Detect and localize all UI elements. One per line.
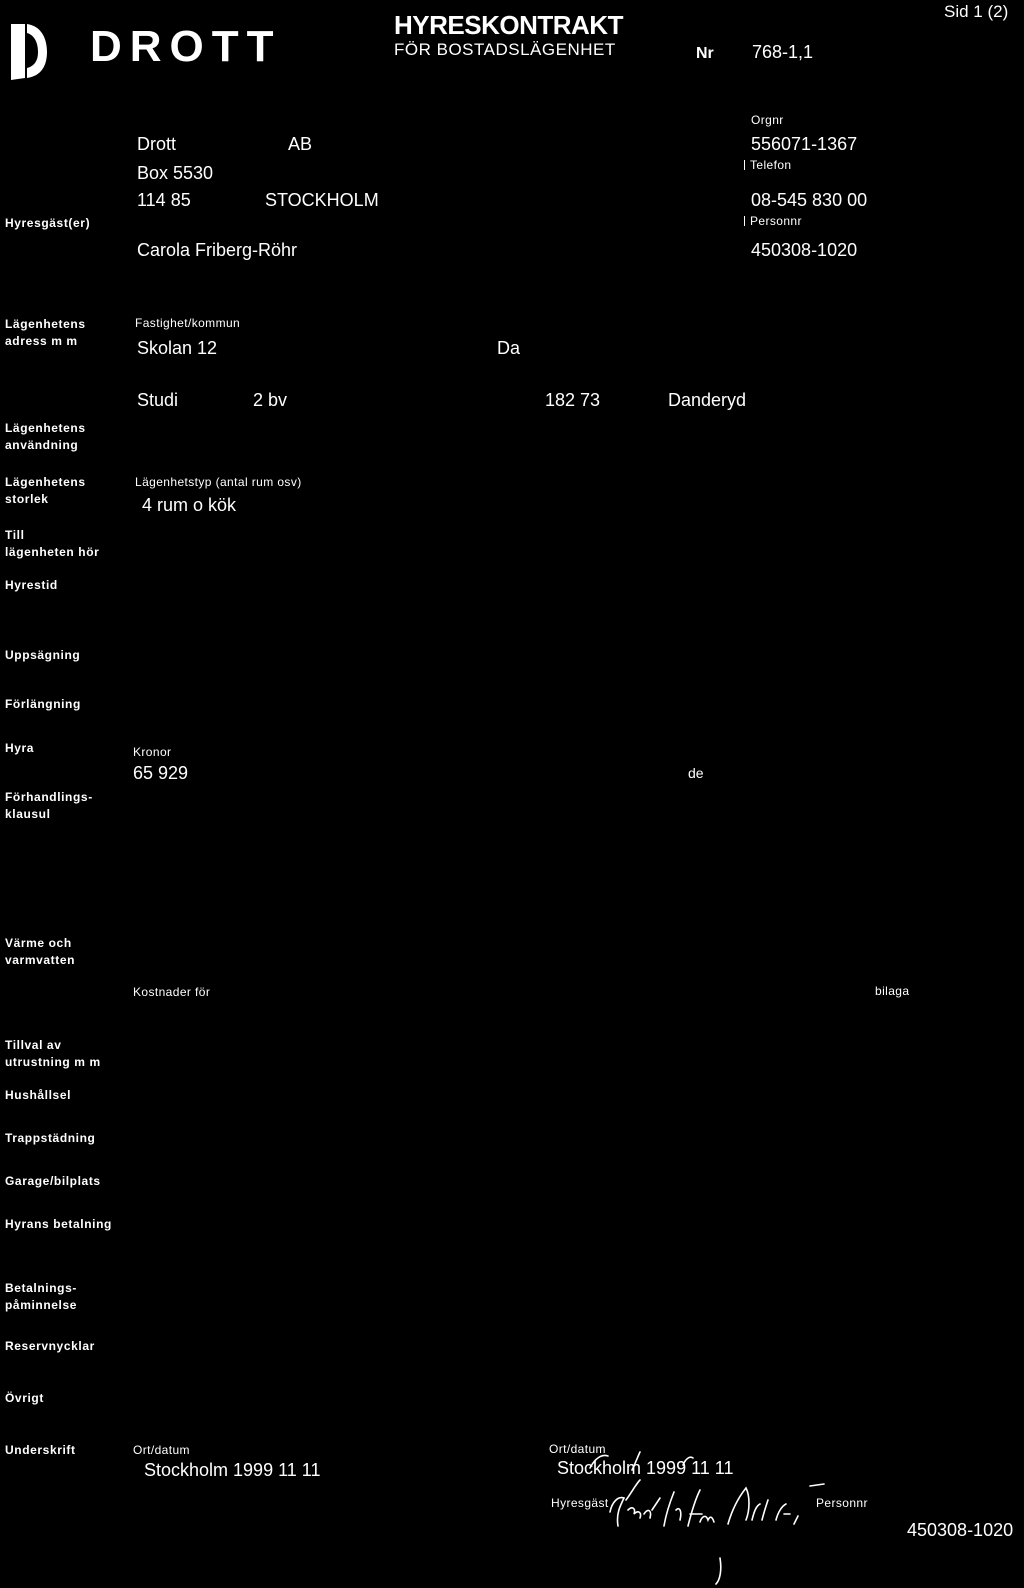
logo-text: DROTT (90, 22, 282, 71)
orgnr-label: Orgnr (751, 113, 784, 127)
street-value: Studi (137, 390, 179, 410)
rent-text-fragment: de (688, 765, 704, 781)
termination-label: Uppsägning (5, 648, 81, 662)
tenant-personnr: 450308-1020 (751, 240, 858, 260)
logo-mark-icon (11, 22, 47, 80)
signature-label: Underskrift (5, 1443, 76, 1457)
tenant-signature-label: Hyresgäst (551, 1496, 609, 1510)
heating-label-1: Värme och (5, 936, 72, 950)
right-place-date-label: Ort/datum (549, 1442, 606, 1456)
other-label: Övrigt (5, 1391, 44, 1405)
options-label-1: Tillval av (5, 1038, 62, 1052)
belongs-label-2: lägenheten hör (5, 545, 100, 559)
document-title: HYRESKONTRAKT (394, 10, 623, 40)
extension-label: Förlängning (5, 697, 81, 711)
landlord-name: Drott (137, 134, 177, 154)
contract-number-label: Nr (696, 45, 714, 62)
phone-value: 08-545 830 00 (751, 190, 868, 210)
document-subtitle: FÖR BOSTADSLÄGENHET (394, 40, 616, 59)
size-label-2: storlek (5, 492, 49, 506)
spare-keys-label: Reservnycklar (5, 1339, 95, 1353)
tenant-section-label: Hyresgäst(er) (5, 216, 91, 230)
phone-label (744, 158, 792, 172)
address-section-label-2: adress m m (5, 334, 78, 348)
property-value: Skolan 12 (137, 338, 218, 358)
garage-label: Garage/bilplats (5, 1174, 101, 1188)
usage-label-1: Lägenhetens (5, 421, 86, 435)
page-number: Sid 1 (2) (944, 2, 1009, 21)
signature-personnr-label: Personnr (816, 1496, 868, 1510)
reminder-label-1: Betalnings- (5, 1281, 77, 1295)
rent-label: Hyra (5, 741, 35, 755)
landlord-company-form: AB (288, 134, 313, 154)
currency-label: Kronor (133, 745, 172, 759)
rent-amount: 65 929 (133, 763, 189, 783)
right-place-date: Stockholm 1999 11 11 (557, 1458, 734, 1478)
options-label-2: utrustning m m (5, 1055, 101, 1069)
electricity-label: Hushållsel (5, 1088, 72, 1102)
zip-value: 182 73 (545, 390, 601, 410)
orgnr-value: 556071-1367 (751, 134, 858, 154)
apartment-type-value: 4 rum o kök (142, 495, 237, 515)
payment-label: Hyrans betalning (5, 1217, 112, 1231)
landlord-zip: 114 85 (137, 190, 191, 210)
landlord-city: STOCKHOLM (265, 190, 379, 210)
rent-period-label: Hyrestid (5, 578, 58, 592)
negotiation-label-1: Förhandlings- (5, 790, 93, 804)
size-label-1: Lägenhetens (5, 475, 86, 489)
property-field-label: Fastighet/kommun (135, 316, 241, 330)
city-value: Danderyd (668, 390, 747, 410)
personnr-label (744, 214, 802, 228)
handwritten-signature (540, 1440, 920, 1585)
landlord-street: Box 5530 (137, 163, 214, 183)
contract-number: 768-1,1 (752, 42, 814, 62)
usage-label-2: användning (5, 438, 79, 452)
stairs-label: Trappstädning (5, 1131, 96, 1145)
negotiation-label-2: klausul (5, 807, 51, 821)
floor-value: 2 bv (253, 390, 288, 410)
municipality-value: Da (497, 338, 521, 358)
costs-label: Kostnader för (133, 985, 211, 999)
heating-label-2: varmvatten (5, 953, 76, 967)
personnr-label-text: Personnr (750, 214, 802, 228)
left-place-date-label: Ort/datum (133, 1443, 190, 1457)
attachment-label: bilaga (875, 984, 910, 998)
belongs-label-1: Till (5, 528, 25, 542)
signature-personnr: 450308-1020 (907, 1520, 1014, 1540)
phone-label-text: Telefon (750, 158, 792, 172)
address-section-label-1: Lägenhetens (5, 317, 86, 331)
tenant-name: Carola Friberg-Röhr (137, 240, 298, 260)
apartment-type-label: Lägenhetstyp (antal rum osv) (135, 475, 302, 489)
reminder-label-2: påminnelse (5, 1298, 78, 1312)
left-place-date: Stockholm 1999 11 11 (144, 1460, 321, 1480)
